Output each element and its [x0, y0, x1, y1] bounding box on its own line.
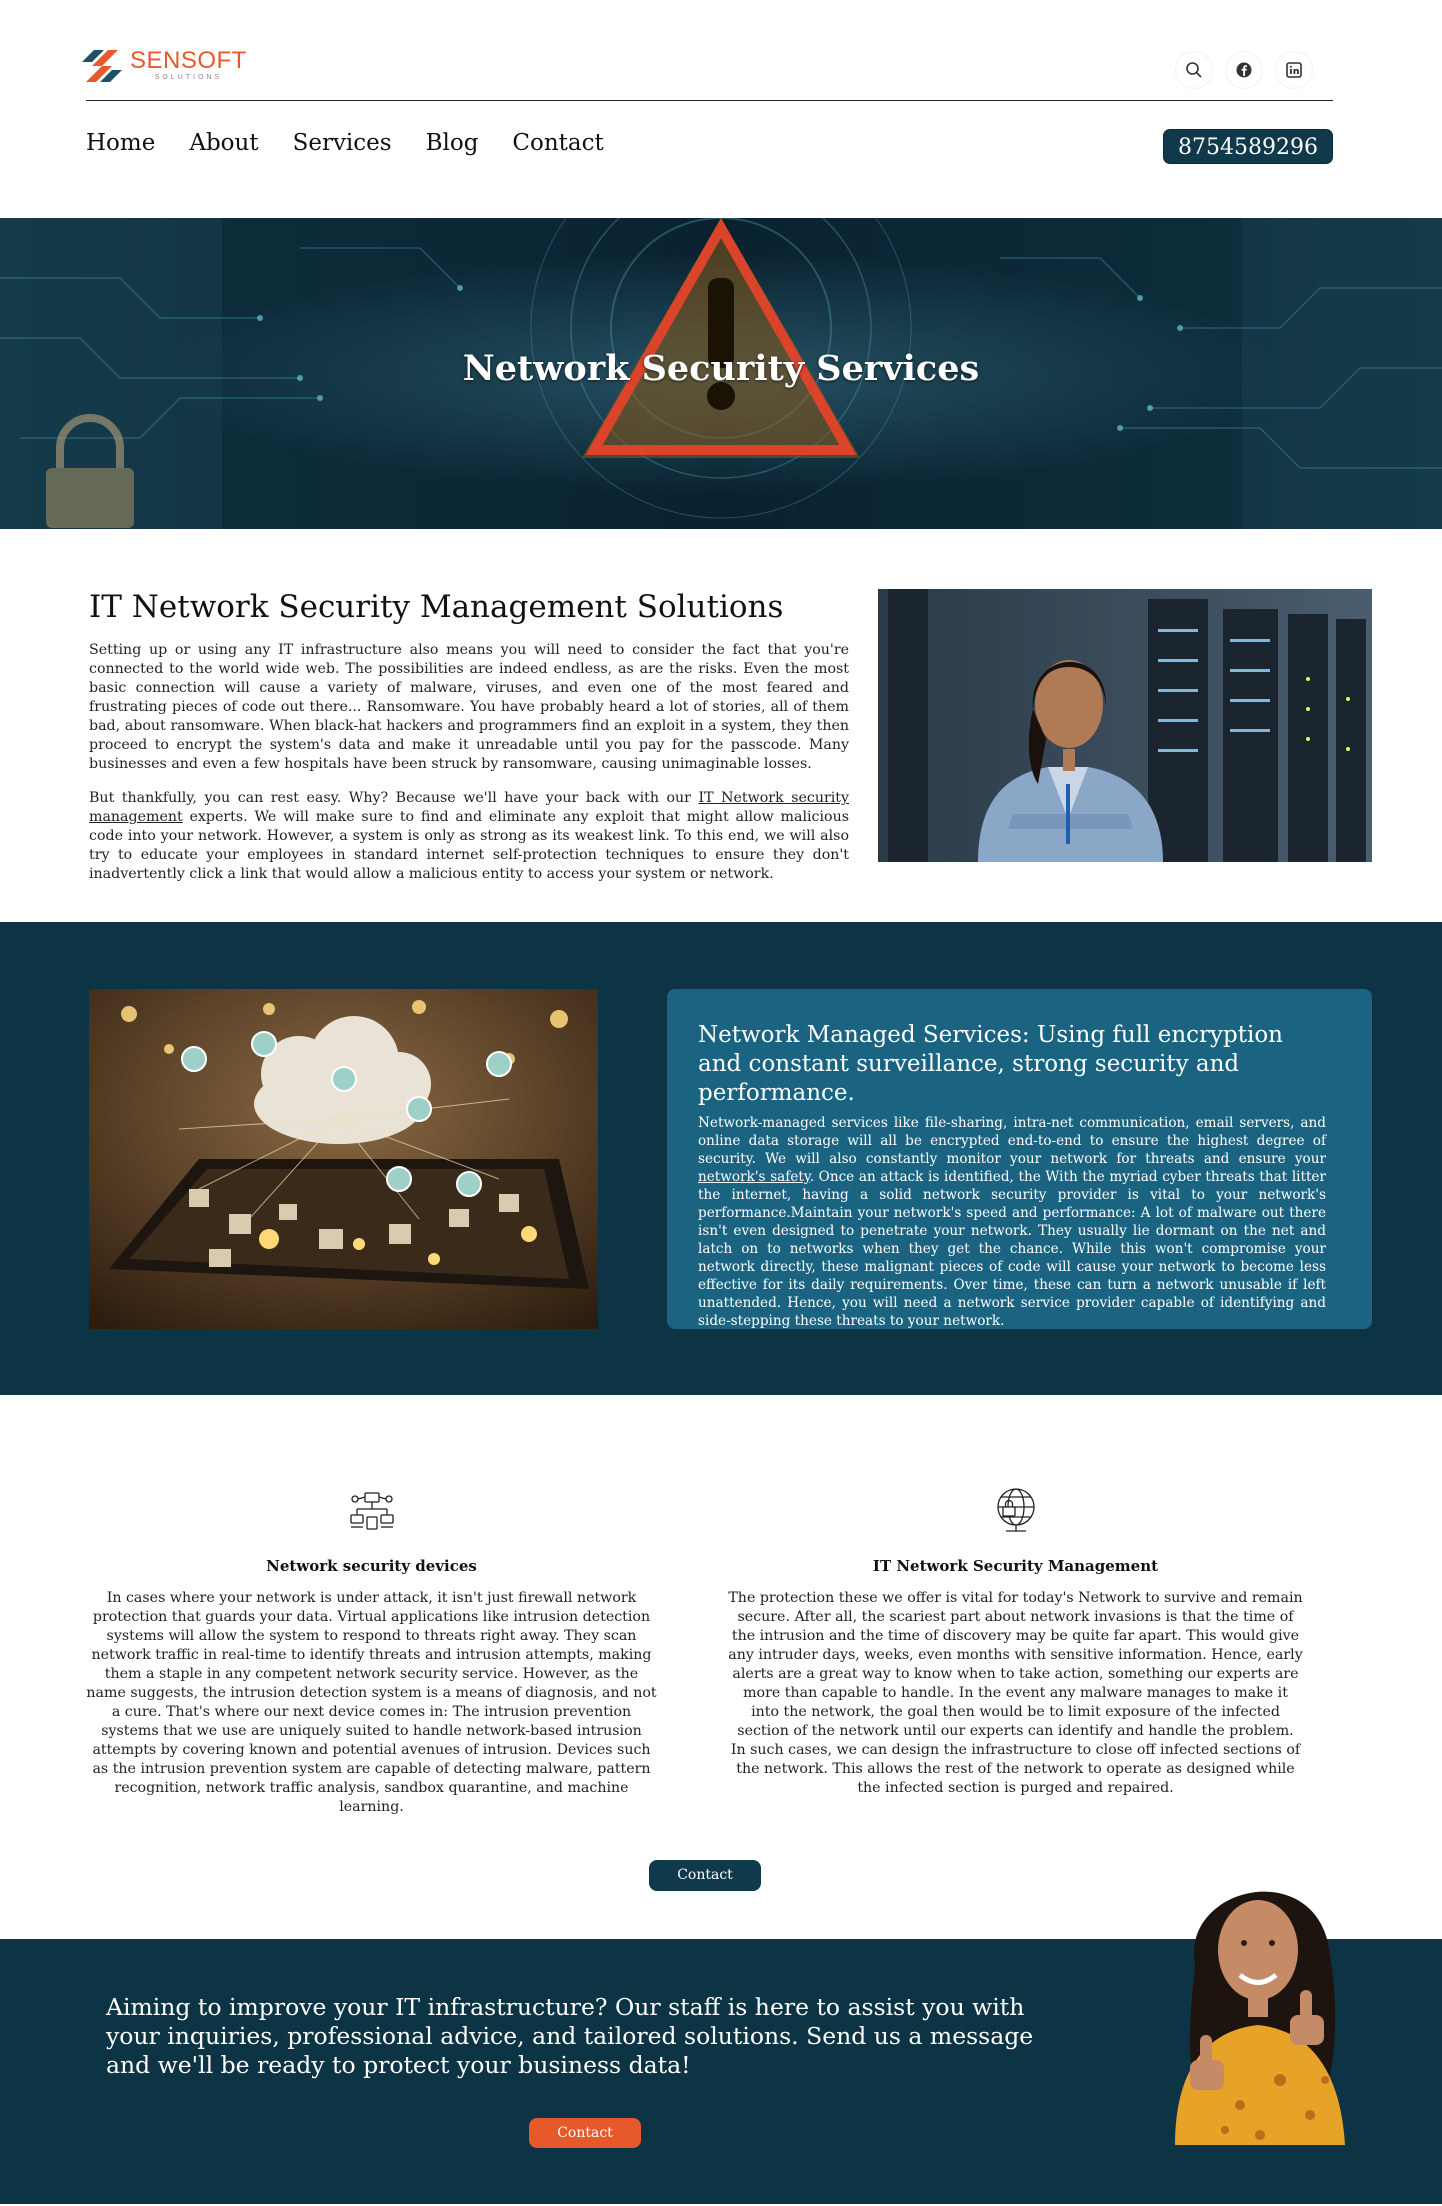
header-icon-group: [1176, 52, 1312, 88]
logo-name: SENSOFT: [130, 47, 247, 74]
managed-text-start: Network-managed services like file-sharing, intra-net communication, email servers, and online data storage will all be encrypted end-to-end to ensure the highest degree of security. We will also constantly monitor your network for threats and ensure your: [698, 1115, 1326, 1167]
managed-services-section: [0, 922, 1442, 1395]
feature-left-text: In cases where your network is under attack, it isn't just firewall network protection that guards your data. Virtual applications like intrusion detection systems will allow the system to respond to threats right away. They scan network traffic in real-time to identify threats and intrusion attempts, making them a staple in any competent network security service. However, as the name suggests, the intrusion detection system is a means of diagnosis, and not a cure. That's where our next device comes in: The intrusion prevention systems that we use are uniquely suited to handle network-based intrusion attempts by covering known and potential avenues of intrusion. Devices such as the intrusion prevention system are capable of detecting malware, pattern recognition, network traffic analysis, sandbox quarantine, and machine learning.: [86, 1590, 657, 1815]
nav-about[interactable]: About: [189, 130, 259, 156]
network-devices-icon: [347, 1485, 397, 1535]
feature-network-devices: [84, 1485, 659, 1817]
linkedin-icon[interactable]: [1276, 52, 1312, 88]
main-nav: [86, 130, 604, 156]
hero-title: Network Security Services: [462, 348, 980, 389]
site-header: [0, 0, 1442, 218]
engineer-photo: [878, 589, 1372, 862]
managed-services-card: [667, 989, 1372, 1329]
nav-blog[interactable]: Blog: [425, 130, 479, 156]
intro-paragraph-1: Setting up or using any IT infrastructure also means you will need to consider the fact that you're connected to the world wide web. The possibilities are indeed endless, as are the risks. Even the most basic connection will cause a variety of malware, viruses, and even one of the most feared and frustrating pieces of code out there... Ransomware. You have probably heard a lot of stories, all of them bad, about ransomware. When black-hat hackers and programmers find an exploit in a system, they then proceed to encrypt the system's data and make it unreadable until you pay for the passcode. Many businesses and even a few hospitals have been struck by ransomware, causing unimaginable losses.: [89, 642, 849, 772]
nav-home[interactable]: Home: [86, 130, 156, 156]
cta-contact-button[interactable]: Contact: [529, 2118, 641, 2148]
intro-paragraph-2-end: experts. We will make sure to find and eliminate any exploit that might allow malicious code into your network. However, a system is only as strong as its weakest link. To this end, we will also try to educate your employees in standard internet self-protection techniques to ensure they don't inadvertently click a link that would allow a malicious entity to access your system or network.: [89, 809, 849, 882]
globe-lock-icon: [991, 1485, 1041, 1535]
feature-left-title: Network security devices: [266, 1557, 477, 1575]
managed-services-title: Network Managed Services: Using full encryption and constant surveillance, strong security and performance.: [698, 1022, 1283, 1106]
logo[interactable]: [78, 44, 247, 88]
intro-paragraph-2-start: But thankfully, you can rest easy. Why? Because we'll have your back with our: [89, 790, 699, 806]
logo-mark-icon: [78, 44, 126, 88]
nav-contact[interactable]: Contact: [512, 130, 604, 156]
header-divider: [86, 100, 1333, 101]
facebook-icon[interactable]: [1226, 52, 1262, 88]
feature-right-title: IT Network Security Management: [872, 1557, 1159, 1575]
intro-title: IT Network Security Management Solutions: [89, 589, 784, 625]
nav-services[interactable]: Services: [292, 130, 392, 156]
cta-text: Aiming to improve your IT infrastructure? Our staff is here to assist you with your inquiries, professional advice, and tailored solutions. Send us a message and we'll be ready to protect your business data!: [106, 1993, 1034, 2079]
intro-paragraph-2: [89, 789, 849, 884]
feature-security-management: [728, 1485, 1303, 1798]
cloud-network-photo: [89, 989, 598, 1329]
smiling-woman-photo: [1140, 1845, 1370, 2145]
feature-right-text: The protection these we offer is vital for today's Network to survive and remain secure. After all, the scariest part about network invasions is that the time of the intrusion and the time of discovery may be quite far apart. This would give any intruder days, weeks, even months with sensitive information. Hence, early alerts are a great way to know when to take action, something our experts are more than capable to handle. In the event any malware manages to make it into the network, the goal then would be to limit exposure of the infected section of the network until our experts can identify and handle the problem. In such cases, we can design the infrastructure to close off infected sections of the network. This allows the rest of the network to operate as designed while the infected section is purged and repaired.: [728, 1590, 1303, 1796]
phone-button[interactable]: 8754589296: [1163, 129, 1333, 164]
contact-button[interactable]: Contact: [649, 1860, 761, 1891]
logo-tagline: SOLUTIONS: [154, 74, 223, 81]
managed-services-text: [698, 1114, 1326, 1330]
intro-section: [0, 529, 1442, 922]
intro-body: [89, 641, 849, 899]
managed-text-end: . Once an attack is identified, the With the myriad cyber threats that litter the internet, having a solid network security provider is vital to your network's performance.Maintain your network's speed and performance: A lot of malware out there isn't even designed to penetrate your network. They usually lie dormant on the net and latch on to networks when they get the chance. While this won't compromise your network directly, these malignant pieces of code will cause your network to become less effective for its daily requirements. Over time, these can turn a network unusable if left unattended. Hence, you will need a network service provider capable of identifying and side-stepping these threats to your network.: [698, 1169, 1326, 1329]
it-network-security-link[interactable]: IT Network security management: [89, 790, 849, 825]
network-safety-link[interactable]: network's safety: [698, 1169, 810, 1185]
search-icon[interactable]: [1176, 52, 1212, 88]
features-section: [0, 1395, 1442, 1939]
hero-banner: [0, 218, 1442, 529]
